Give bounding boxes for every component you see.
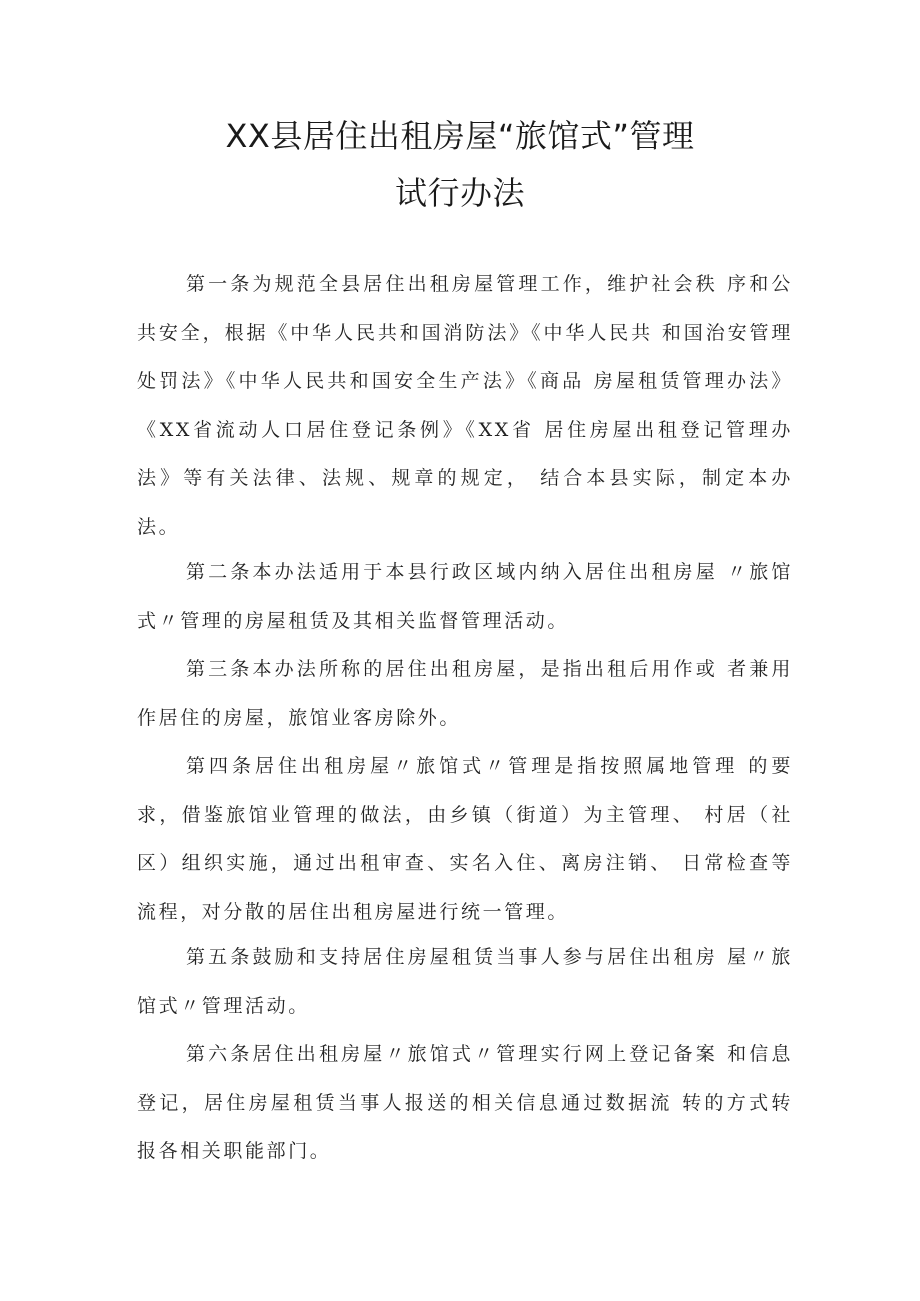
article-3: 第三条本办法所称的居住出租房屋，是指出租后用作或 者兼用作居住的房屋，旅馆业客房除外。 — [137, 658, 793, 729]
article-2: 第二条本办法适用于本县行政区域内纳入居住出租房屋 〃旅馆式〃管理的房屋租赁及其相关监督管理活动。 — [137, 561, 793, 632]
document-title-line-1: XX县居住出租房屋“旅馆式”管理 — [225, 117, 695, 155]
article-4: 第四条居住出租房屋〃旅馆式〃管理是指按照属地管理 的要求，借鉴旅馆业管理的做法，由乡镇（街道）为主管理、 村居（社区）组织实施，通过出租审查、实名入住、离房注销、 日常检查等流程，对分散的居住出租房屋进行统一管理。 — [137, 755, 793, 923]
document-title-line-2: 试行办法 — [394, 174, 525, 212]
article-6: 第六条居住出租房屋〃旅馆式〃管理实行网上登记备案 和信息登记，居住房屋租赁当事人报送的相关信息通过数据流 转的方式转报各相关职能部门。 — [137, 1043, 793, 1162]
article-1: 第一条为规范全县居住出租房屋管理工作，维护社会秩 序和公共安全，根据《中华人民共和国消防法》《中华人民共 和国治安管理处罚法》《中华人民共和国安全生产法》《商品 房屋租赁管理办法》《XX省流动人口居住登记条例》《XX省 居住房屋出租登记管理办法》等有关法律、法规、规章的规定， 结合本县实际，制定本办法。 — [137, 273, 793, 538]
article-5: 第五条鼓励和支持居住房屋租赁当事人参与居住出租房 屋〃旅馆式〃管理活动。 — [137, 946, 793, 1017]
